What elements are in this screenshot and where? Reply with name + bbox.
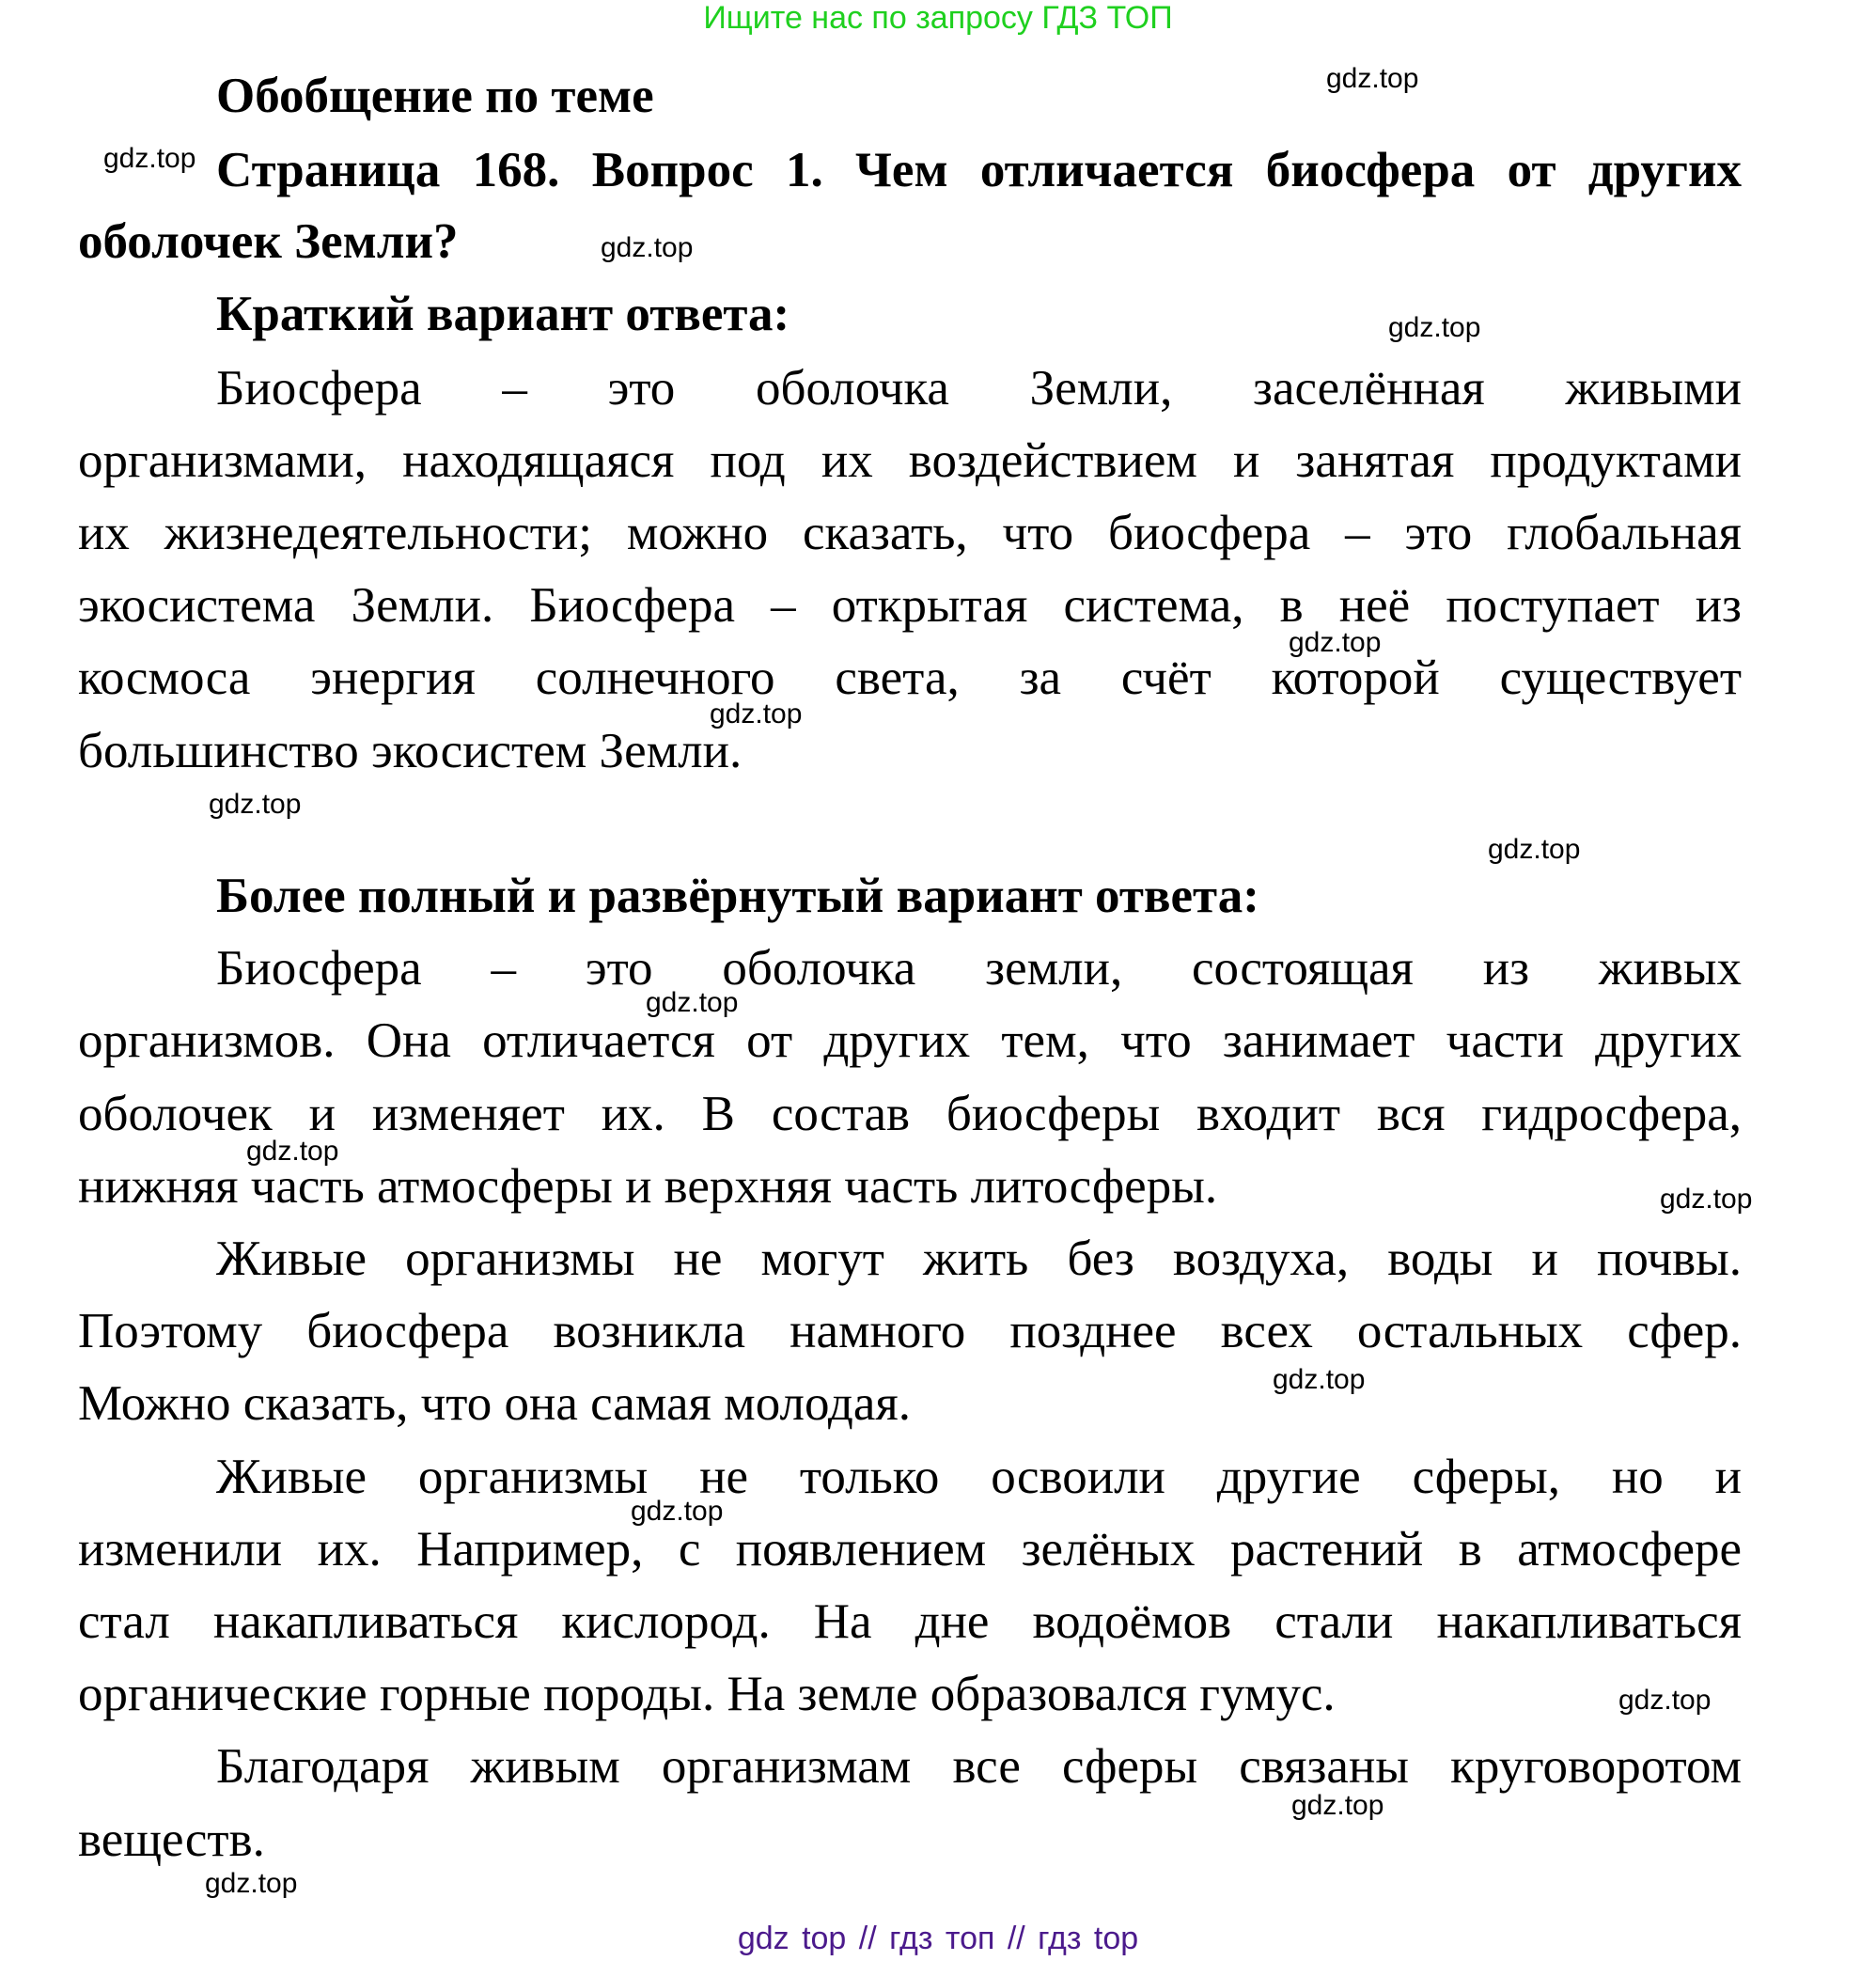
short-answer-line: их жизнедеятельности; можно сказать, что биосфера – это глобальная (78, 506, 1742, 560)
watermark: gdz.top (631, 1496, 724, 1527)
full-answer-line: изменили их. Например, с появлением зелёных растений в атмосфере (78, 1522, 1742, 1577)
watermark: gdz.top (1618, 1685, 1712, 1716)
question-line: оболочек Земли? (78, 214, 459, 269)
watermark: gdz.top (1273, 1364, 1366, 1395)
full-answer-line: нижняя часть атмосферы и верхняя часть литосферы. (78, 1159, 1218, 1214)
watermark: gdz.top (1488, 834, 1581, 865)
full-answer-line: веществ. (78, 1812, 265, 1867)
full-answer-line: Живые организмы не могут жить без воздуха, воды и почвы. (216, 1232, 1742, 1286)
full-answer-heading: Более полный и развёрнутый вариант ответа: (216, 869, 1259, 923)
watermark: gdz.top (710, 698, 803, 729)
full-answer-line: стал накапливаться кислород. На дне водоёмов стали накапливаться (78, 1594, 1742, 1649)
footer-links[interactable]: gdz top // гдз топ // гдз top (737, 1921, 1139, 1956)
section-title: Обобщение по теме (216, 69, 654, 123)
watermark: gdz.top (1326, 63, 1419, 94)
full-answer-line: Поэтому биосфера возникла намного позднее всех остальных сфер. (78, 1304, 1742, 1358)
short-answer-line: экосистема Земли. Биосфера – открытая система, в неё поступает из (78, 578, 1742, 633)
watermark: gdz.top (1291, 1790, 1384, 1821)
full-answer-line: оболочек и изменяет их. В состав биосферы входит вся гидросфера, (78, 1087, 1742, 1141)
search-hint-banner: Ищите нас по запросу ГДЗ ТОП (703, 0, 1173, 36)
short-answer-line: Биосфера – это оболочка Земли, заселённая живыми (216, 361, 1742, 416)
short-answer-line: организмами, находящаяся под их воздействием и занятая продуктами (78, 433, 1742, 488)
watermark: gdz.top (601, 232, 694, 263)
watermark: gdz.top (205, 1868, 298, 1899)
full-answer-line: Благодаря живым организмам все сферы связаны круговоротом (216, 1739, 1742, 1794)
watermark: gdz.top (103, 143, 196, 174)
watermark: gdz.top (646, 987, 739, 1018)
watermark: gdz.top (1660, 1184, 1753, 1215)
short-answer-line: большинство экосистем Земли. (78, 724, 743, 778)
watermark: gdz.top (1289, 627, 1382, 658)
short-answer-heading: Краткий вариант ответа: (216, 287, 790, 341)
full-answer-line: органические горные породы. На земле образовался гумус. (78, 1667, 1336, 1721)
full-answer-line: организмов. Она отличается от других тем, что занимает части других (78, 1013, 1742, 1068)
full-answer-line: Живые организмы не только освоили другие сферы, но и (216, 1450, 1742, 1504)
watermark: gdz.top (1388, 312, 1481, 343)
full-answer-line: Можно сказать, что она самая молодая. (78, 1376, 912, 1431)
full-answer-line: Биосфера – это оболочка земли, состоящая из живых (216, 941, 1742, 996)
watermark: gdz.top (209, 789, 302, 820)
watermark: gdz.top (246, 1136, 339, 1167)
question-line: Страница 168. Вопрос 1. Чем отличается биосфера от других (216, 143, 1742, 197)
short-answer-line: космоса энергия солнечного света, за счёт которой существует (78, 651, 1742, 705)
